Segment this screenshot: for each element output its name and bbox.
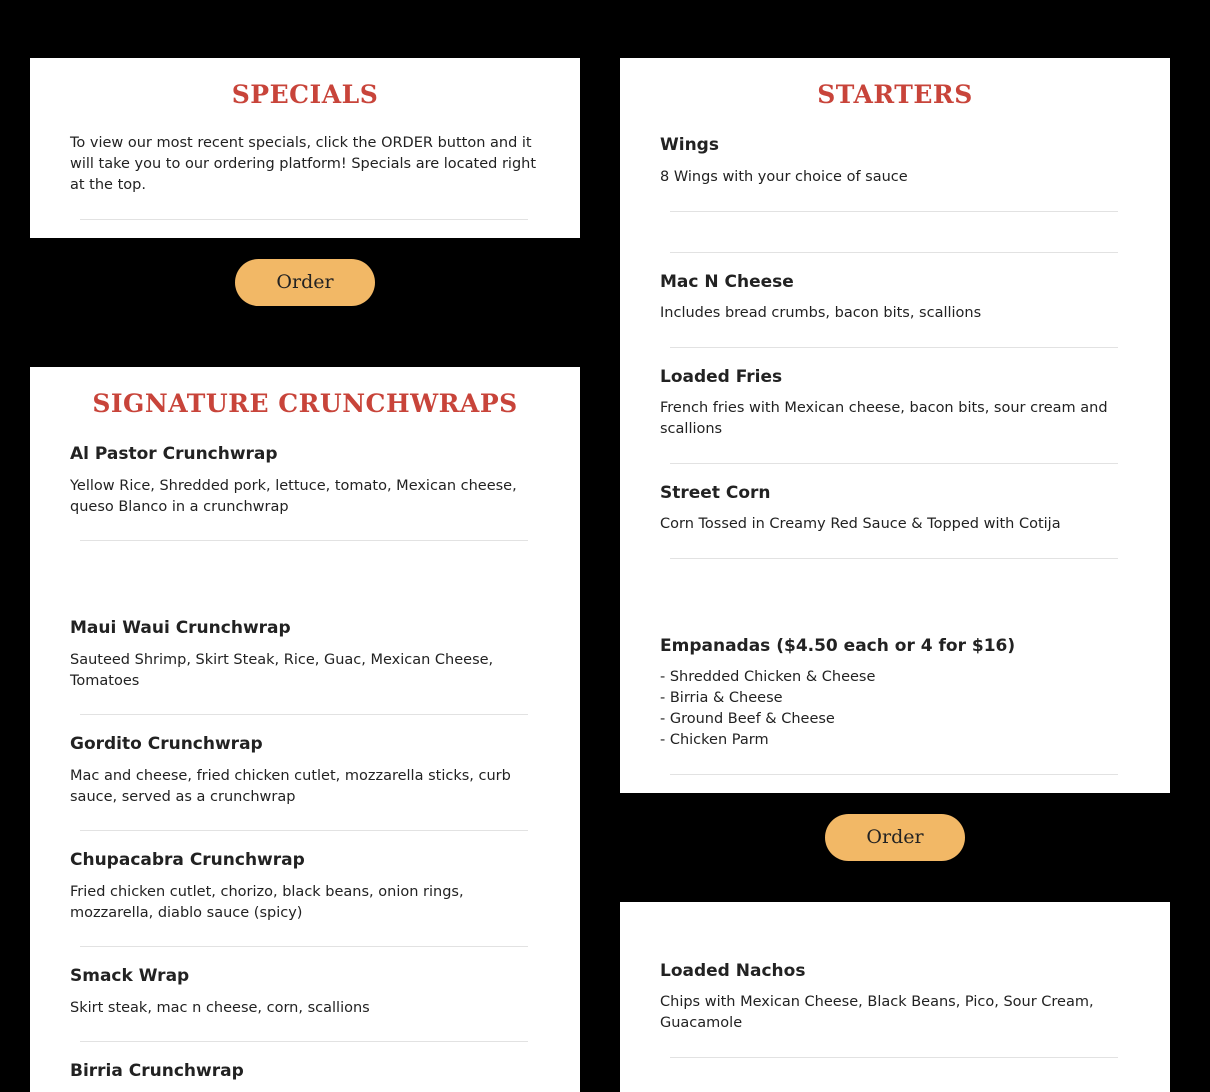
item-name: Loaded Nachos <box>660 961 806 981</box>
divider <box>80 946 528 947</box>
item-name: Empanadas ($4.50 each or 4 for $16) <box>660 636 1016 656</box>
starters-heading: STARTERS <box>817 80 973 109</box>
order-button[interactable]: Order <box>825 814 965 861</box>
item-name: Chupacabra Crunchwrap <box>70 850 305 870</box>
order-button[interactable]: Order <box>235 259 375 306</box>
item-name: Maui Waui Crunchwrap <box>70 618 291 638</box>
item-name: Birria Crunchwrap <box>70 1061 244 1081</box>
item-description: Corn Tossed in Creamy Red Sauce & Topped with Cotija <box>660 516 1061 532</box>
item-name: Mac N Cheese <box>660 272 794 292</box>
divider <box>670 774 1118 775</box>
item-name: Loaded Fries <box>660 367 783 387</box>
nachos-section <box>620 902 1170 1092</box>
item-description: 8 Wings with your choice of sauce <box>660 169 908 185</box>
item-description: Fried chicken cutlet, chorizo, black beans, onion rings, mozzarella, diablo sauce (spicy) <box>70 884 464 921</box>
divider <box>80 540 528 541</box>
divider <box>670 347 1118 348</box>
divider <box>670 558 1118 559</box>
crunchwraps-heading: SIGNATURE CRUNCHWRAPS <box>92 389 518 418</box>
crunchwraps-section <box>30 367 580 1092</box>
item-description: French fries with Mexican cheese, bacon bits, sour cream and scallions <box>660 400 1108 437</box>
item-name: Smack Wrap <box>70 966 190 986</box>
item-name: Al Pastor Crunchwrap <box>70 444 278 464</box>
divider <box>80 219 528 220</box>
starters-section <box>620 58 1170 793</box>
specials-heading: SPECIALS <box>231 80 379 109</box>
divider <box>80 714 528 715</box>
specials-description: To view our most recent specials, click the ORDER button and it will take you to our ordering platform! Specials are located right at the top. <box>70 135 537 193</box>
divider <box>80 1041 528 1042</box>
item-name: Street Corn <box>660 483 771 503</box>
item-name: Gordito Crunchwrap <box>70 734 263 754</box>
item-description: Sauteed Shrimp, Skirt Steak, Rice, Guac, Mexican Cheese, Tomatoes <box>70 652 494 689</box>
item-description: - Shredded Chicken & Cheese - Birria & Cheese - Ground Beef & Cheese - Chicken Parm <box>660 669 876 748</box>
item-description: Mac and cheese, fried chicken cutlet, mozzarella sticks, curb sauce, served as a crunchwrap <box>70 768 511 805</box>
specials-section <box>30 58 580 238</box>
item-description: Yellow Rice, Shredded pork, lettuce, tomato, Mexican cheese, queso Blanco in a crunchwrap <box>70 478 517 515</box>
divider <box>80 830 528 831</box>
item-name: Wings <box>660 135 719 155</box>
divider <box>670 1057 1118 1058</box>
item-description: Includes bread crumbs, bacon bits, scallions <box>660 305 982 321</box>
item-description: Chips with Mexican Cheese, Black Beans, Pico, Sour Cream, Guacamole <box>660 994 1094 1031</box>
divider <box>670 463 1118 464</box>
item-description: Skirt steak, mac n cheese, corn, scallions <box>70 1000 370 1016</box>
divider <box>670 252 1118 253</box>
divider <box>670 211 1118 212</box>
